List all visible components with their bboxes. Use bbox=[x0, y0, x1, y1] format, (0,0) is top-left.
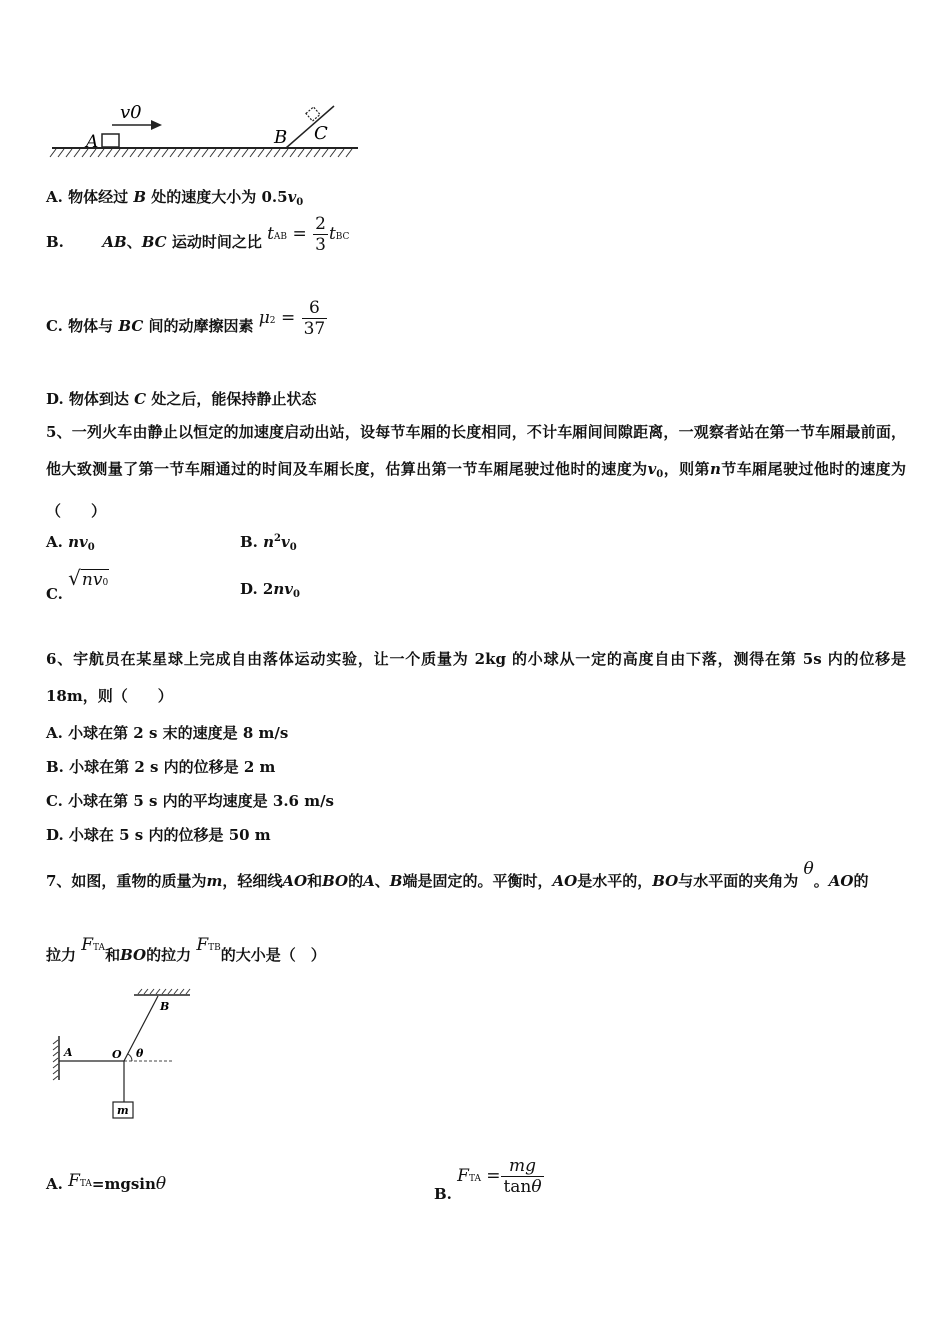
q6-stem: 6、宇航员在某星球上完成自由落体运动实验，让一个质量为 2kg 的小球从一定的高度自由下落，测得在第 5s 内的位移是 18m，则（ ） bbox=[46, 650, 906, 705]
q6-option-c[interactable]: C. 小球在第 5 s 内的平均速度是 3.6 m/s bbox=[46, 792, 335, 810]
figure-block-incline bbox=[46, 98, 366, 160]
fig2-label-theta: θ bbox=[136, 1047, 144, 1060]
q5-option-b[interactable]: B. $n^2v_0$ bbox=[240, 533, 297, 553]
q5-option-c[interactable]: C. √nv0 bbox=[46, 566, 109, 603]
fig2-label-a: A bbox=[64, 1046, 73, 1059]
fig1-label-b: B bbox=[274, 127, 288, 148]
fig2-label-o: O bbox=[112, 1048, 122, 1061]
q7-stem-line1: 7、如图，重物的质量为m，轻细线AO和BO的A、B端是固定的。平衡时，AO是水平的，BO与水平面的夹角为 θ。AO的 bbox=[46, 859, 869, 890]
q6-option-a[interactable]: A. 小球在第 2 s 末的速度是 8 m/s bbox=[46, 724, 289, 742]
q5-stem: 5、一列火车由静止以恒定的加速度启动出站，设每节车厢的长度相同，不计车厢间间隙距离，一观察者站在第一节车厢最前面，他大致测量了第一节车厢通过的时间及车厢长度，估算出第一节车厢尾驶过他时的速度为$v_0$，则第n节车厢尾驶过他时的速度为（ ） bbox=[46, 423, 906, 520]
q5-c-sqrt: √nv0 bbox=[68, 566, 109, 590]
q4-option-b[interactable]: B. AB、BC 运动时间之比 tAB = $\frac{2}{3}$ tBC bbox=[46, 214, 350, 255]
fig1-label-c: C bbox=[314, 123, 328, 144]
q5-option-a[interactable]: A. $nv_0$ bbox=[46, 533, 95, 553]
fig2-label-m: m bbox=[117, 1104, 129, 1117]
q7-option-b[interactable]: B. FTA = $\frac{mg}{\tan\theta}$ bbox=[434, 1156, 542, 1203]
q7-stem-line2: 拉力 FTA和BO的拉力 FTB的大小是（ ） bbox=[46, 935, 326, 964]
fig1-label-v0: v0 bbox=[120, 102, 142, 123]
fig1-label-a: A bbox=[86, 132, 99, 152]
fig2-label-b: B bbox=[160, 1000, 170, 1013]
q5-option-d[interactable]: D. $2nv_0$ bbox=[240, 580, 300, 600]
q4-c-formula: μ2 = $\frac{6}{37}$ bbox=[258, 298, 326, 339]
q4-option-d[interactable]: D. 物体到达 C 处之后，能保持静止状态 bbox=[46, 390, 317, 408]
q4-option-a[interactable]: A. 物体经过 B 处的速度大小为 $0.5v_0$ bbox=[46, 188, 304, 208]
q7-option-a[interactable]: A. FTA=mgsinθ bbox=[46, 1171, 167, 1194]
q4-option-c[interactable]: C. 物体与 BC 间的动摩擦因素 μ2 = $\frac{6}{37}$ bbox=[46, 306, 328, 347]
figure-rope-mass bbox=[50, 988, 200, 1124]
q4-b-formula: tAB = $\frac{2}{3}$ tBC bbox=[267, 214, 350, 255]
q6-option-d[interactable]: D. 小球在 5 s 内的位移是 50 m bbox=[46, 826, 271, 844]
q6-option-b[interactable]: B. 小球在第 2 s 内的位移是 2 m bbox=[46, 758, 276, 776]
